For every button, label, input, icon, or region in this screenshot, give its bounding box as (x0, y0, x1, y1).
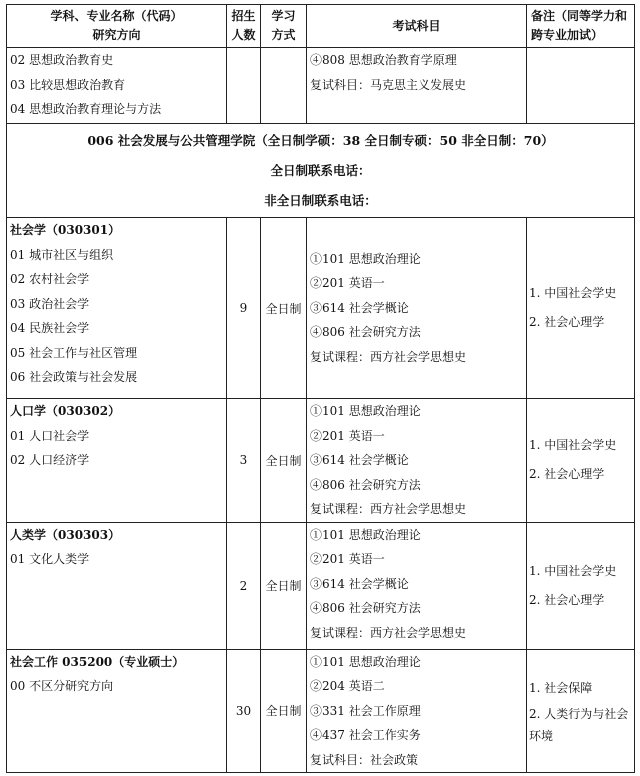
header-subject-line1: 学科、专业名称（代码） (50, 9, 183, 23)
study-mode: 全日制 (261, 649, 307, 773)
header-exams: 考试科目 (307, 5, 527, 48)
direction-item: 03 比较思想政治教育 (10, 77, 126, 92)
phone-full-time: 全日制联系电话： (270, 162, 371, 178)
study-mode: 全日制 (261, 218, 307, 399)
direction-item: 04 民族社会学 (10, 321, 90, 335)
exam-item: ①101 思想政治理论 (310, 527, 421, 542)
school-header (7, 124, 635, 218)
continued-exams (307, 48, 527, 124)
header-count-line1: 招生 (231, 9, 256, 23)
major-directions (7, 218, 227, 399)
extra-exams (527, 522, 635, 649)
direction-item: 02 人口经济学 (10, 453, 90, 467)
study-mode: 全日制 (261, 399, 307, 523)
direction-item: 06 社会政策与社会发展 (10, 370, 138, 384)
continued-notes (527, 48, 635, 124)
exam-item: ③614 社会学概论 (310, 300, 409, 315)
exam-item: 复试科目：社会政策 (310, 752, 419, 767)
header-notes-line1: 备注（同等学力和 (531, 9, 628, 23)
exam-item: ④808 思想政治教育学原理 (310, 53, 457, 67)
exam-subjects (307, 649, 527, 773)
header-row (7, 5, 635, 48)
exam-item: ③331 社会工作原理 (310, 703, 421, 718)
major-directions (7, 649, 227, 773)
exam-item: ④806 社会研究方法 (310, 601, 421, 615)
note-item: 1. 中国社会学史 (529, 286, 617, 300)
exam-subjects (307, 399, 527, 523)
major-name: 人类学（030303） (10, 527, 121, 542)
direction-item: 02 思想政治教育史 (10, 53, 114, 67)
major-row-anthropology (7, 522, 635, 649)
exam-item: ④437 社会工作实务 (310, 728, 421, 742)
continued-directions (7, 48, 227, 124)
header-subject (7, 5, 227, 48)
extra-exams (527, 399, 635, 523)
enrollment-count: 30 (227, 649, 261, 773)
major-row-sociology (7, 218, 635, 399)
exam-item: ①101 思想政治理论 (310, 404, 421, 418)
direction-item: 01 文化人类学 (10, 552, 90, 566)
exam-item: 复试课程：西方社会学思想史 (310, 349, 467, 364)
header-count-line2: 人数 (231, 28, 256, 42)
exam-item: ①101 思想政治理论 (310, 654, 421, 669)
major-name: 社会学（030301） (10, 223, 121, 237)
enrollment-count: 3 (227, 399, 261, 523)
major-directions (7, 399, 227, 523)
continued-mode (261, 48, 307, 124)
major-name: 社会工作 035200（专业硕士） (10, 654, 185, 669)
note-item: 2. 人类行为与社会环境 (529, 707, 629, 744)
exam-item: ②201 英语一 (310, 276, 385, 291)
enrollment-count: 9 (227, 218, 261, 399)
exam-item: ②204 英语二 (310, 679, 385, 693)
header-subject-line2: 研究方向 (92, 28, 141, 42)
header-notes (527, 5, 635, 48)
exam-item: ④806 社会研究方法 (310, 325, 421, 340)
note-item: 1. 中国社会学史 (529, 438, 617, 453)
direction-item: 03 政治社会学 (10, 296, 90, 311)
header-mode-line2: 方式 (271, 28, 296, 42)
school-title: 006 社会发展与公共管理学院（全日制学硕：38 全日制专硕：50 非全日制：70） (87, 132, 554, 148)
exam-item: ④806 社会研究方法 (310, 477, 421, 492)
major-directions (7, 522, 227, 649)
header-count (227, 5, 261, 48)
exam-subjects (307, 218, 527, 399)
study-mode: 全日制 (261, 522, 307, 649)
extra-exams (527, 218, 635, 399)
exam-item: ②201 英语一 (310, 428, 385, 443)
extra-exams (527, 649, 635, 773)
exam-item: ③614 社会学概论 (310, 576, 409, 591)
header-mode (261, 5, 307, 48)
exam-item: ②201 英语一 (310, 552, 385, 566)
header-mode-line1: 学习 (271, 9, 296, 23)
note-item: 1. 社会保障 (529, 681, 593, 696)
direction-item: 05 社会工作与社区管理 (10, 345, 138, 360)
exam-item: 复试科目：马克思主义发展史 (310, 77, 467, 92)
major-name: 人口学（030302） (10, 404, 121, 418)
direction-item: 04 思想政治教育理论与方法 (10, 102, 162, 116)
exam-subjects (307, 522, 527, 649)
direction-item: 01 城市社区与组织 (10, 247, 114, 262)
continued-count (227, 48, 261, 124)
direction-item: 00 不区分研究方向 (10, 679, 114, 693)
header-notes-line2: 跨专业加试） (531, 28, 604, 42)
note-item: 2. 社会心理学 (529, 467, 605, 482)
phone-part-time: 非全日制联系电话： (264, 192, 377, 208)
exam-item: 复试课程：西方社会学思想史 (310, 625, 467, 640)
note-item: 2. 社会心理学 (529, 315, 605, 329)
enrollment-count: 2 (227, 522, 261, 649)
note-item: 1. 中国社会学史 (529, 563, 617, 578)
direction-item: 01 人口社会学 (10, 428, 90, 443)
exam-item: ③614 社会学概论 (310, 453, 409, 467)
continued-row (7, 48, 635, 124)
major-row-demography (7, 399, 635, 523)
direction-item: 02 农村社会学 (10, 272, 90, 286)
major-row-social-work (7, 649, 635, 773)
admissions-table (6, 4, 635, 773)
school-row (7, 124, 635, 218)
note-item: 2. 社会心理学 (529, 592, 605, 607)
exam-item: 复试课程：西方社会学思想史 (310, 502, 467, 516)
exam-item: ①101 思想政治理论 (310, 251, 421, 266)
